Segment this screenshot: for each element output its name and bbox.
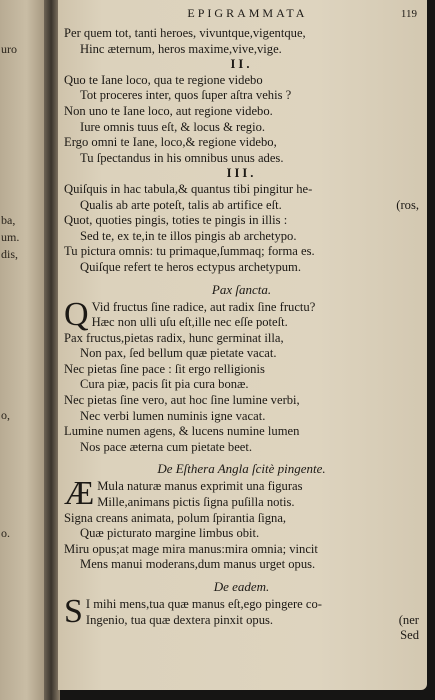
dropcap-block xyxy=(64,479,419,510)
verse-line: Hæc non ulli uſu eſt,ille nec eſſe poteſt. xyxy=(91,315,288,330)
drop-cap: S xyxy=(64,597,83,629)
page xyxy=(58,0,427,690)
verse-line: Iure omnis tuus eſt, & locus & regio. xyxy=(80,119,266,134)
margin-fragment: o, xyxy=(1,408,10,422)
verse-text: Ingenio, tua quæ dextera pinxit opus. xyxy=(85,612,274,627)
section-title: Pax ſancta. xyxy=(211,281,272,297)
verse-line: Cura piæ, pacis ſit pia cura bonæ. xyxy=(80,377,249,392)
verse-line xyxy=(64,198,419,214)
verse-line: Quiſque refert te heros ectypus archetypum. xyxy=(80,259,302,274)
drop-cap: Æ xyxy=(64,479,95,511)
margin-fragment: o. xyxy=(1,526,10,540)
verse-line: Mens manui moderans,dum manus urget opus. xyxy=(80,557,316,572)
verse-line: Tot proceres inter, quos ſuper aſtra vehis ? xyxy=(80,88,292,103)
verse-line: Mula naturæ manus exprimit una figuras xyxy=(97,479,303,494)
verse-line: Sed te, ex te,in te illos pingis ab archetypo. xyxy=(80,228,297,243)
verse-line: Quæ picturato margine limbus obit. xyxy=(80,526,260,541)
margin-fragment: uro xyxy=(1,42,17,56)
verse-line: Quot, quoties pingis, toties te pingis in illis : xyxy=(64,213,288,228)
verse-line: Ergo omni te Iane, loco,& regione videbo, xyxy=(64,135,277,150)
page-text xyxy=(64,6,419,644)
epigram-number: II. xyxy=(230,57,253,72)
verse-line: Tu ſpectandus in his omnibus unus ades. xyxy=(80,150,284,165)
dropcap-block xyxy=(64,300,419,331)
drop-cap: Q xyxy=(64,299,89,331)
verse-line: Mille,animans pictis ſigna puſilla notis. xyxy=(97,495,295,510)
verse-line: Quo te Iane loco, qua te regione videbo xyxy=(64,72,263,87)
verse-line: Miru opus;at mage mira manus:mira omnia; vincit xyxy=(64,541,318,556)
verse-line: Quiſquis in hac tabula,& quantus tibi pingitur he- xyxy=(64,181,313,196)
section-title: De Eſthera Angla ſcitè pingente. xyxy=(157,461,326,477)
runover-fragment: (ner xyxy=(398,612,419,627)
verse-line: Non pax, ſed bellum quæ pietate vacat. xyxy=(80,346,277,361)
verse-line: I mihi mens,tua quæ manus eſt,ego pingere co- xyxy=(85,597,322,611)
verse-line: Non uno te Iane loco, aut regione videbo. xyxy=(64,103,273,118)
verse-line: Signa creans animata, polum ſpirantia ſigna, xyxy=(64,510,287,525)
page-number: 119 xyxy=(400,8,417,20)
verse-line xyxy=(64,613,419,629)
epigram-number: III. xyxy=(226,166,257,181)
verse-line: Nec pietas ſine pace : ſit ergo relligionis xyxy=(64,361,265,376)
running-head xyxy=(64,6,419,26)
margin-fragment: um. xyxy=(1,230,20,244)
verse-line: Tu pictura omnis: tu primaque,ſummaq; forma es. xyxy=(64,244,315,259)
verse-text: Qualis ab arte poteſt, talis ab artifice eſt. xyxy=(80,197,282,212)
verse-line: Nos pace æterna cum pietate beet. xyxy=(80,439,253,454)
runover-fragment: (ros, xyxy=(396,197,419,212)
margin-fragment: ba, xyxy=(1,213,16,227)
verse-line: Nec verbi lumen numinis igne vacat. xyxy=(80,408,266,423)
verse-line: Hinc æternum, heros maxime,vive,vige. xyxy=(80,41,282,56)
dropcap-block xyxy=(64,597,419,628)
margin-fragment: dis, xyxy=(1,247,19,261)
verse-line: Nec pietas ſine vero, aut hoc ſine lumine verbi, xyxy=(64,393,300,408)
running-title: EPIGRAMMATA xyxy=(187,6,308,20)
verse-line: Pax fructus,pietas radix, hunc germinat illa, xyxy=(64,330,284,345)
verse-line: Per quem tot, tanti heroes, vivuntque,vigentque, xyxy=(64,26,306,40)
facing-page-edge xyxy=(0,0,44,700)
catchword: Sed xyxy=(400,628,419,643)
verse-line: Lumine numen agens, & lucens numine lumen xyxy=(64,424,300,439)
section-title: De eadem. xyxy=(213,579,270,594)
verse-line: Vid fructus ſine radice, aut radix ſine fructu? xyxy=(91,299,316,314)
